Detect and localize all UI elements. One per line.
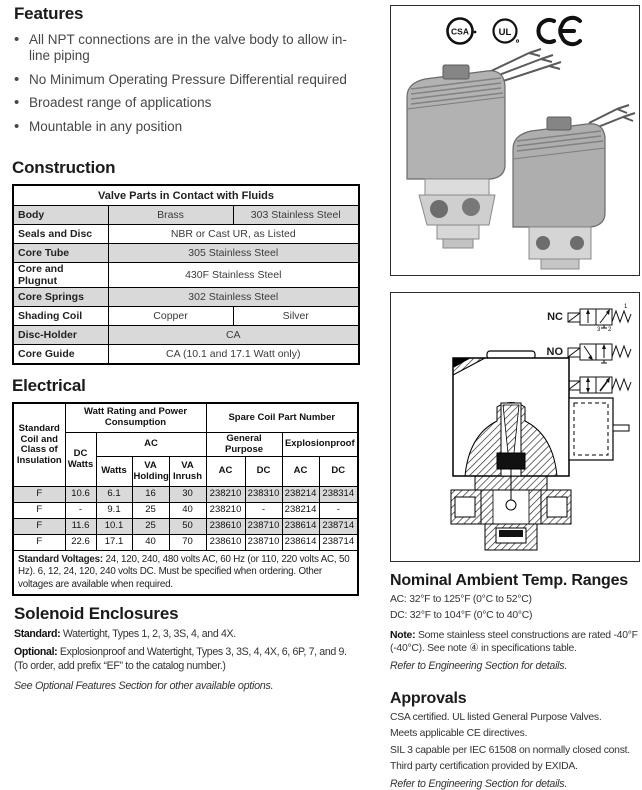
header-row: DC Watts AC General Purpose Explosionproof [13, 433, 358, 457]
solenoid-enclosures-heading: Solenoid Enclosures [14, 604, 179, 623]
table-row: Core Springs 302 Stainless Steel [13, 288, 359, 307]
nc-valve-symbol-icon [566, 302, 634, 332]
feature-item: • All NPT connections are in the valve body to allow in-line piping [14, 32, 360, 65]
feature-item: • No Minimum Operating Pressure Differential required [14, 72, 360, 88]
ul-mark-icon [490, 16, 520, 46]
approvals-line: SIL 3 capable per IEC 61508 on normally closed const. [390, 744, 630, 756]
product-photo-panel [390, 5, 640, 276]
approvals-refer-note: Refer to Engineering Section for details. [390, 778, 568, 790]
svg-text:1: 1 [624, 304, 628, 310]
footnote-label: Standard Voltages: [18, 554, 103, 566]
electrical-table [12, 402, 359, 596]
table-row: Core and Plugnut 430F Stainless Steel [13, 263, 359, 288]
table-row: Seals and Disc NBR or Cast UR, as Listed [13, 225, 359, 244]
approvals-line: Meets applicable CE directives. [390, 728, 528, 740]
svg-text:2: 2 [608, 327, 612, 333]
construction-table [12, 184, 360, 365]
header-row: Standard Coil and Class of Insulation Watt Rating and Power Consumption Spare Coil Part Number [13, 403, 358, 433]
solenoid-enclosures-section [14, 604, 362, 692]
construction-section [12, 158, 360, 365]
table-footnote-row [13, 551, 358, 595]
approvals-section [390, 690, 642, 790]
construction-table-title: Valve Parts in Contact with Fluids [13, 185, 359, 206]
ce-mark-icon [533, 16, 585, 46]
approvals-line: Third party certification provided by EXIDA. [390, 760, 578, 772]
table-row: Body Brass 303 Stainless Steel [13, 206, 359, 225]
optional-enclosure-line: Optional: Explosionproof and Watertight, Types 3, 3S, 4, 4X, 6, 6P, 7, and 9. (To order, add prefix “EF” to the catalog number.) [14, 645, 347, 672]
feature-item: • Broadest range of applications [14, 95, 360, 111]
svg-text:CSA: CSA [451, 26, 469, 37]
approvals-heading: Approvals [390, 690, 467, 707]
svg-text:3: 3 [597, 327, 601, 333]
valve-cross-section-diagram [439, 343, 631, 555]
svg-text:UL: UL [498, 27, 512, 38]
certification-marks [391, 15, 639, 47]
table-row: F - 9.1 25 40 238210 - 238214 - [13, 503, 358, 519]
solenoid-valves-photo [391, 47, 635, 275]
features-list [14, 32, 360, 135]
ac-temp-range: AC: 32°F to 125°F (0°C to 52°C) [390, 594, 532, 605]
table-row: Disc-Holder CA [13, 326, 359, 345]
dc-temp-range: DC: 32°F to 104°F (0°C to 40°C) [390, 610, 533, 622]
valve-diagram-panel [390, 292, 640, 562]
features-heading: Features [14, 4, 84, 23]
ambient-temp-section [390, 572, 642, 672]
ambient-temp-heading: Nominal Ambient Temp. Ranges [390, 572, 628, 589]
no-label: NO [546, 346, 563, 358]
footnote-text: 24, 120, 240, 480 volts AC, 60 Hz (or 110, 220 volts AC, 50 Hz). 6, 12, 24, 120, 240 volts DC. Must be specified when ordering. Other voltages are available when required. [18, 554, 350, 590]
table-row: F 11.6 10.1 25 50 238610 238710 238614 238714 [13, 519, 358, 535]
table-row: Core Tube 305 Stainless Steel [13, 244, 359, 263]
approvals-line: CSA certified. UL listed General Purpose Valves. [390, 712, 602, 723]
feature-item: • Mountable in any position [14, 119, 360, 135]
nc-label: NC [547, 311, 563, 323]
electrical-heading: Electrical [12, 376, 86, 395]
table-row: Core Guide CA (10.1 and 17.1 Watt only) [13, 345, 359, 365]
header-row: Watts VA Holding VA Inrush AC DC AC DC [13, 457, 358, 487]
construction-heading: Construction [12, 158, 116, 177]
electrical-section [12, 376, 360, 596]
table-row: F 10.6 6.1 16 30 238210 238310 238214 238314 [13, 487, 358, 503]
nc-symbol-row [547, 302, 635, 332]
temp-refer-note: Refer to Engineering Section for details. [390, 660, 568, 673]
optional-features-note: See Optional Features Section for other available options. [14, 680, 274, 693]
temp-note: Note: Some stainless steel constructions are rated -40°F (-40°C). See note ④ in specifications table. [390, 629, 638, 654]
features-section [14, 4, 360, 142]
table-row: F 22.6 17.1 40 70 238610 238710 238614 238714 [13, 535, 358, 551]
csa-mark-icon [445, 15, 477, 47]
standard-enclosure-line: Standard: Watertight, Types 1, 2, 3, 3S, 4, and 4X. [14, 628, 236, 640]
table-row: Shading Coil Copper Silver [13, 307, 359, 326]
